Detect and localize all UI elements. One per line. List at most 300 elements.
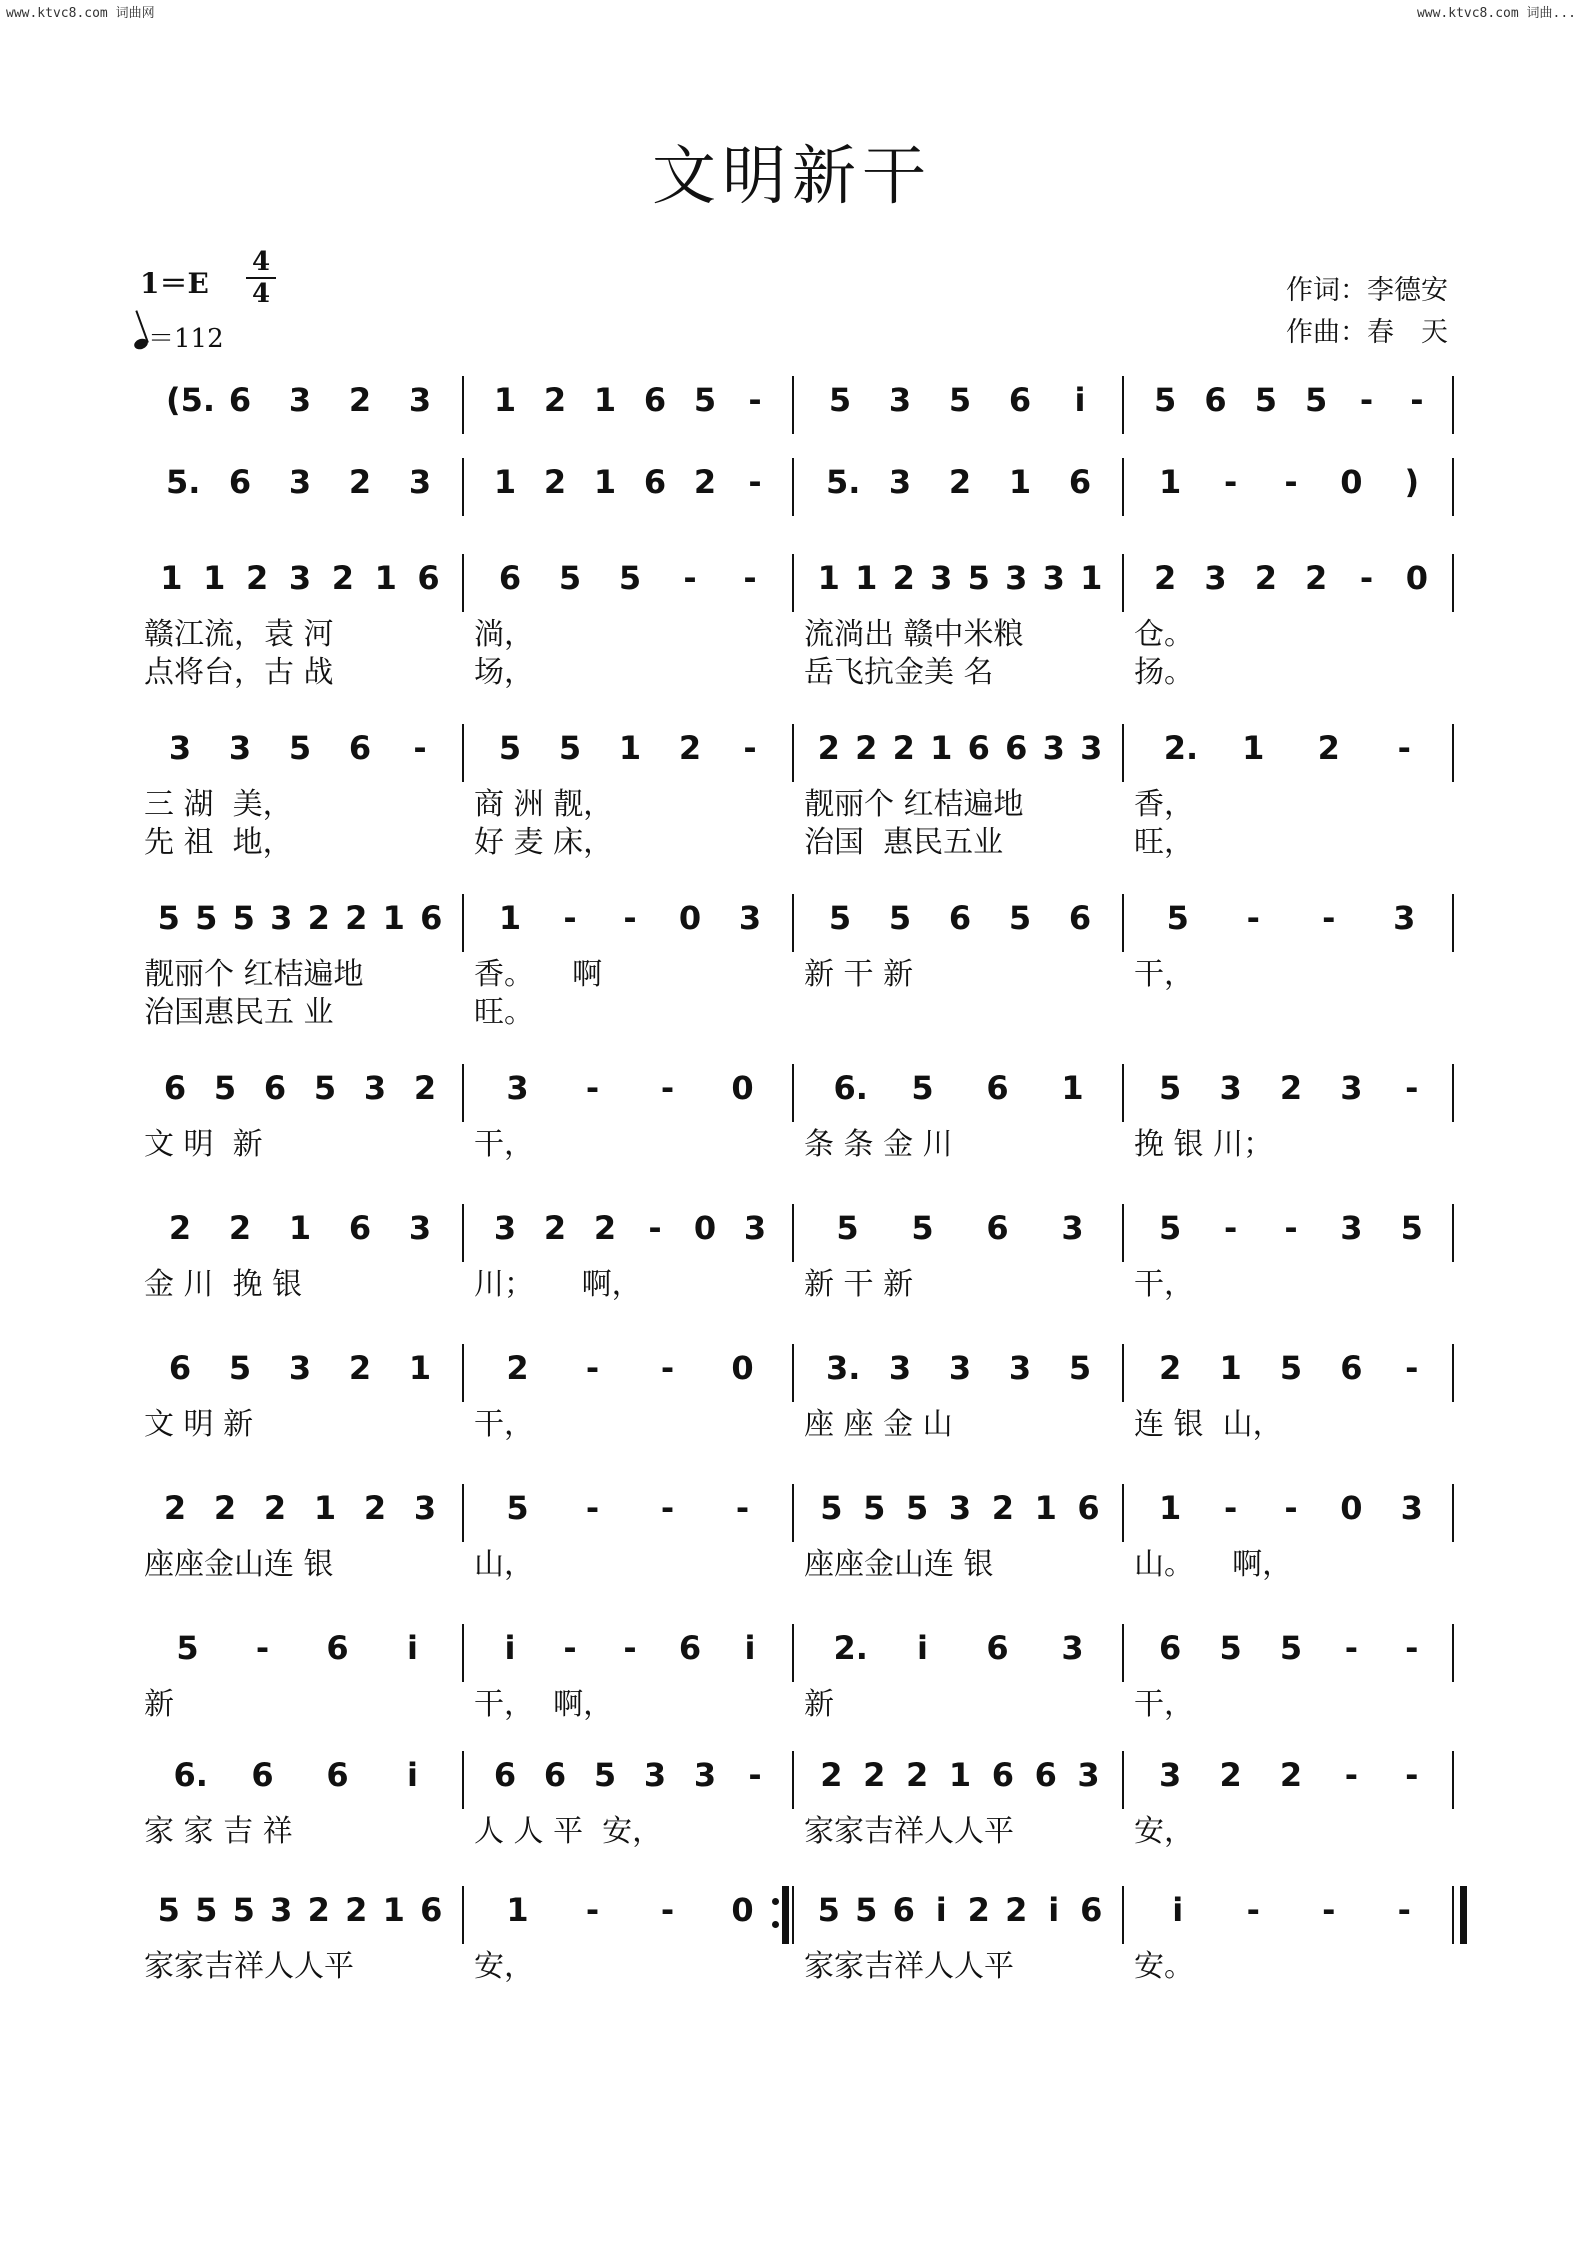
note-number: 2 (948, 463, 972, 501)
barline (1452, 1624, 1454, 1682)
note-number: 2 (246, 559, 269, 597)
note-number: 5 (232, 899, 255, 937)
note-number: 5 (506, 1489, 529, 1527)
note-number: 0 (678, 899, 702, 937)
extension-dash: - (623, 1629, 637, 1667)
note-number: 5 (558, 729, 582, 767)
note-number: 2 (413, 1069, 437, 1107)
extension-dash: - (743, 559, 757, 597)
note-number: 3. (826, 1349, 861, 1387)
barline (792, 554, 794, 612)
note-number: i (917, 1629, 928, 1667)
note-number: 1 (1080, 559, 1103, 597)
note-number: 6 (678, 1629, 702, 1667)
note-number: 1 (1159, 463, 1182, 501)
note-number: 6 (163, 1069, 187, 1107)
note-number: 6 (986, 1069, 1009, 1107)
lyric-text: 家 家 吉 祥 (144, 1814, 293, 1849)
note-number: 6 (493, 1756, 517, 1794)
barline (792, 1624, 794, 1682)
extension-dash: - (585, 1069, 600, 1107)
note-number: 5 (828, 899, 852, 937)
note-number: 2 (863, 1756, 886, 1794)
note-number: 6 (1034, 1756, 1057, 1794)
note-number: 5 (911, 1069, 934, 1107)
lyric-text: 家家吉祥人人平 (804, 1949, 1014, 1984)
lyric-text: 旺， (1134, 825, 1194, 860)
extension-dash: - (1344, 1756, 1359, 1794)
lyric-text: 新 (804, 1687, 834, 1722)
note-number: 1 (203, 559, 226, 597)
extension-dash: - (623, 899, 637, 937)
note-number: 2 (1005, 1891, 1028, 1929)
note-number: 5 (836, 1209, 859, 1247)
lyric-text: 流淌出 赣中米粮 (804, 617, 1024, 652)
note-number: 3 (1005, 559, 1028, 597)
lyric-text: 金 川 挽 银 (144, 1267, 303, 1302)
note-number: 2 (1159, 1349, 1182, 1387)
note-number: 3 (408, 381, 432, 419)
note-number: 5 (855, 1891, 878, 1929)
final-barline (1452, 1886, 1454, 1944)
note-number: 1 (498, 899, 522, 937)
extension-dash: - (1284, 1209, 1298, 1247)
barline (1122, 1886, 1124, 1944)
note-number: 6 (986, 1209, 1009, 1247)
note-number: 5 (618, 559, 642, 597)
note-number: 5. (826, 463, 861, 501)
barline (792, 458, 794, 516)
extension-dash: - (413, 729, 427, 767)
note-number: 5 (1279, 1629, 1303, 1667)
note-number: 2 (345, 899, 368, 937)
note-number: 5 (693, 381, 717, 419)
note-number: 5 (313, 1069, 337, 1107)
lyric-text: 靓丽个 红桔遍地 (144, 957, 364, 992)
barline (1452, 1484, 1454, 1542)
note-number: 6 (1080, 1891, 1103, 1929)
note-number: 3 (288, 1349, 312, 1387)
note-number: 2 (263, 1489, 287, 1527)
note-number: 6 (420, 899, 443, 937)
barline (792, 1886, 794, 1944)
note-number: 3 (288, 381, 312, 419)
note-number: 3 (270, 1891, 293, 1929)
barline (792, 1204, 794, 1262)
note-number: 6 (228, 381, 252, 419)
extension-dash: - (1397, 1891, 1411, 1929)
extension-dash: - (1284, 463, 1298, 501)
note-number: 1 (1034, 1489, 1057, 1527)
lyric-text: 座座金山连 银 (144, 1547, 334, 1582)
note-number: 1 (160, 559, 183, 597)
note-number: 5 (176, 1629, 199, 1667)
note-number: 6 (991, 1756, 1014, 1794)
note-number: 2 (1254, 559, 1277, 597)
barline (462, 1484, 464, 1542)
barline (462, 1751, 464, 1809)
lyric-text: 家家吉祥人人平 (804, 1814, 1014, 1849)
lyric-text: 商 洲 靓， (474, 787, 614, 822)
lyric-text: 文 明 新 (144, 1127, 263, 1162)
note-number: 3 (408, 1209, 432, 1247)
note-number: 2 (991, 1489, 1014, 1527)
extension-dash: - (660, 1349, 675, 1387)
note-number: 0 (731, 1891, 754, 1929)
note-number: 5 (195, 899, 218, 937)
note-number: 5 (1068, 1349, 1092, 1387)
quarter-note-icon (133, 337, 150, 351)
note-number: 6. (173, 1756, 208, 1794)
lyric-text: 山。 啊， (1134, 1547, 1293, 1582)
note-number: 2 (820, 1756, 843, 1794)
note-number: 5 (157, 1891, 180, 1929)
barline (1122, 458, 1124, 516)
note-number: 2 (1305, 559, 1328, 597)
note-number: 3 (1393, 899, 1416, 937)
note-number: 2. (833, 1629, 868, 1667)
barline (792, 376, 794, 434)
barline (792, 1484, 794, 1542)
note-number: 6 (986, 1629, 1009, 1667)
extension-dash: - (1223, 463, 1238, 501)
note-number: 6 (948, 899, 972, 937)
note-number: 3 (888, 1349, 912, 1387)
note-number: 5 (1154, 381, 1177, 419)
note-number: 3 (1061, 1209, 1084, 1247)
lyric-text: 安， (1134, 1814, 1194, 1849)
extension-dash: - (748, 1756, 762, 1794)
barline (792, 1064, 794, 1122)
extension-dash: - (563, 1629, 577, 1667)
note-number: 6 (1077, 1489, 1100, 1527)
lyric-text: 干， (474, 1127, 534, 1162)
extension-dash: - (748, 381, 762, 419)
note-number: 3 (948, 1349, 972, 1387)
extension-dash: - (1405, 1069, 1419, 1107)
note-number: 6 (348, 1209, 372, 1247)
note-number: 6 (326, 1756, 349, 1794)
note-number: 0 (731, 1349, 754, 1387)
barline (462, 458, 464, 516)
note-number: 5 (1159, 1069, 1182, 1107)
watermark-left: www.ktvc8.com 词曲网 (6, 6, 155, 21)
lyric-text: 干， (1134, 1687, 1194, 1722)
lyric-text: 挽 银 川； (1134, 1127, 1274, 1162)
note-number: 5 (498, 729, 522, 767)
note-number: 5 (1008, 899, 1032, 937)
note-number: 2 (543, 463, 567, 501)
note-number: 3 (738, 899, 762, 937)
note-number: 1 (493, 463, 517, 501)
lyric-text: 赣江流，袁 河 (144, 617, 334, 652)
extension-dash: - (1223, 1489, 1238, 1527)
lyric-text: 座 座 金 山 (804, 1407, 953, 1442)
note-number: 5 (911, 1209, 934, 1247)
note-number: 3 (1042, 559, 1065, 597)
note-number: 6 (1204, 381, 1227, 419)
lyric-text: 新 干 新 (804, 957, 914, 992)
extension-dash: - (660, 1891, 675, 1929)
note-number: 3 (888, 463, 912, 501)
note-number: 6 (348, 729, 372, 767)
note-number: 1 (506, 1891, 529, 1929)
note-number: 2 (543, 381, 567, 419)
note-number: 2 (1279, 1069, 1303, 1107)
note-number: 3 (888, 381, 912, 419)
lyric-text: 先 祖 地， (144, 825, 293, 860)
tempo-value: ＝112 (148, 324, 224, 354)
barline (1122, 1484, 1124, 1542)
note-number: 2 (363, 1489, 387, 1527)
note-number: i (407, 1629, 418, 1667)
extension-dash: - (1344, 1629, 1359, 1667)
extension-dash: - (1359, 559, 1374, 597)
lyric-text: 治国惠民五 业 (144, 995, 334, 1030)
note-number: 5 (828, 381, 852, 419)
lyric-text: 安， (474, 1949, 534, 1984)
note-number: 5 (817, 1891, 840, 1929)
note-number: 2 (855, 729, 878, 767)
note-number: 6 (1159, 1629, 1182, 1667)
note-number: 1 (1061, 1069, 1084, 1107)
note-number: 2 (906, 1756, 929, 1794)
note-number: 3 (228, 729, 252, 767)
extension-dash: - (1359, 381, 1374, 419)
note-number: 3 (363, 1069, 387, 1107)
note-number: 3 (693, 1756, 717, 1794)
note-number: 1 (288, 1209, 312, 1247)
lyric-text: 连 银 山， (1134, 1407, 1283, 1442)
extension-dash: - (683, 559, 697, 597)
note-number: 1 (374, 559, 397, 597)
note-number: 6 (892, 1891, 915, 1929)
note-number: 3 (743, 1209, 767, 1247)
note-number: 1 (313, 1489, 337, 1527)
note-number: 6 (1008, 381, 1032, 419)
song-title: 文明新干 (652, 140, 932, 214)
extension-dash: - (1405, 1629, 1419, 1667)
note-number: 1 (930, 729, 953, 767)
extension-dash: - (743, 729, 757, 767)
extension-dash: - (1322, 899, 1336, 937)
lyric-text: 好 麦 床， (474, 825, 614, 860)
note-number: 3 (948, 1489, 972, 1527)
lyric-text: 新 (144, 1687, 174, 1722)
note-number: 3 (506, 1069, 529, 1107)
barline (462, 376, 464, 434)
barline (1122, 894, 1124, 952)
note-number: i (1172, 1891, 1184, 1929)
barline (462, 894, 464, 952)
barline (1122, 1344, 1124, 1402)
note-number: 6. (833, 1069, 868, 1107)
note-number: 3 (270, 899, 293, 937)
time-signature-top: 4 (251, 247, 271, 277)
lyric-text: 人 人 平 安， (474, 1814, 663, 1849)
note-number: 1 (855, 559, 878, 597)
barline (1122, 724, 1124, 782)
note-number: 2 (892, 559, 915, 597)
extension-dash: - (1284, 1489, 1298, 1527)
lyricist: 作词：李德安 (1286, 275, 1448, 306)
barline (1452, 554, 1454, 612)
barline (1122, 1064, 1124, 1122)
note-number: 2 (345, 1891, 368, 1929)
lyric-text: 场， (474, 655, 534, 690)
note-number: 2 (543, 1209, 567, 1247)
note-number: 3 (413, 1489, 437, 1527)
lyric-text: 山， (474, 1547, 534, 1582)
lyric-text: 扬。 (1134, 655, 1194, 690)
extension-dash: - (660, 1489, 675, 1527)
note-number: 6 (168, 1349, 192, 1387)
note-number: ) (1404, 463, 1420, 501)
note-number: 5 (1400, 1209, 1423, 1247)
lyric-text: 点将台，古 战 (144, 655, 334, 690)
extension-dash: - (585, 1349, 600, 1387)
note-number: 5 (906, 1489, 929, 1527)
note-number: 6 (1068, 463, 1092, 501)
note-number: 2 (678, 729, 702, 767)
barline (1452, 1751, 1454, 1809)
note-number: 5 (593, 1756, 617, 1794)
barline (1122, 1751, 1124, 1809)
note-number: 3 (1219, 1069, 1242, 1107)
note-number: 5 (1166, 899, 1189, 937)
lyric-text: 靓丽个 红桔遍地 (804, 787, 1024, 822)
note-number: 5 (948, 381, 972, 419)
note-number: 3 (1042, 729, 1065, 767)
note-number: 5 (863, 1489, 886, 1527)
note-number: i (504, 1629, 516, 1667)
note-number: 1 (1219, 1349, 1242, 1387)
extension-dash: - (648, 1209, 662, 1247)
note-number: 1 (408, 1349, 432, 1387)
note-number: 6 (228, 463, 252, 501)
note-number: 5 (1305, 381, 1328, 419)
credits (1286, 270, 1448, 354)
note-number: 3 (168, 729, 192, 767)
note-number: 3 (1204, 559, 1227, 597)
note-number: 2 (213, 1489, 237, 1527)
lyric-text: 座座金山连 银 (804, 1547, 994, 1582)
note-number: 2 (331, 559, 354, 597)
note-number: 5 (288, 729, 312, 767)
note-number: 6 (967, 729, 990, 767)
lyric-text: 川； 啊， (474, 1267, 642, 1302)
repeat-barline-thick (782, 1886, 789, 1944)
extension-dash: - (735, 1489, 750, 1527)
note-number: 2. (1163, 729, 1199, 767)
note-number: 6 (498, 559, 522, 597)
lyric-text: 三 湖 美， (144, 787, 293, 822)
note-number: (5. (166, 381, 216, 419)
note-number: 3 (643, 1756, 667, 1794)
barline (1122, 1624, 1124, 1682)
barline (462, 1204, 464, 1262)
note-number: 2 (348, 381, 372, 419)
extension-dash: - (255, 1629, 270, 1667)
note-number: i (1048, 1891, 1060, 1929)
note-number: 3 (1080, 729, 1103, 767)
note-number: 2 (348, 463, 372, 501)
lyric-text: 新 干 新 (804, 1267, 914, 1302)
note-number: 5 (1219, 1629, 1242, 1667)
extension-dash: - (660, 1069, 675, 1107)
note-number: 1 (618, 729, 642, 767)
barline (462, 1344, 464, 1402)
extension-dash: - (1322, 1891, 1336, 1929)
note-number: 6 (643, 463, 667, 501)
extension-dash: - (585, 1891, 600, 1929)
note-number: 1 (948, 1756, 972, 1794)
barline (1452, 1064, 1454, 1122)
note-number: 6 (1005, 729, 1028, 767)
lyric-text: 香。 啊 (474, 957, 603, 992)
extension-dash: - (1223, 1209, 1238, 1247)
lyric-text: 仓。 (1134, 617, 1194, 652)
barline (1122, 554, 1124, 612)
note-number: 6 (1340, 1349, 1363, 1387)
note-number: 3 (1340, 1069, 1363, 1107)
note-number: 6 (643, 381, 667, 419)
key-signature: 1＝E (140, 267, 209, 300)
note-number: 6 (543, 1756, 567, 1794)
tempo-marking (134, 318, 224, 355)
lyric-text: 治国 惠民五业 (804, 825, 1004, 860)
lyric-text: 安。 (1134, 1949, 1194, 1984)
barline (792, 724, 794, 782)
note-number: 5 (195, 1891, 218, 1929)
lyric-text: 干， (474, 1407, 534, 1442)
lyric-text: 岳飞抗金美 名 (804, 655, 994, 690)
note-number: 2 (693, 463, 717, 501)
note-number: 2 (1154, 559, 1177, 597)
note-number: 3 (1061, 1629, 1084, 1667)
repeat-sign-dots (772, 1898, 780, 1928)
note-number: 5 (967, 559, 990, 597)
note-number: 5 (1279, 1349, 1303, 1387)
note-number: 0 (693, 1209, 717, 1247)
note-number: 6 (1068, 899, 1092, 937)
note-number: 5 (888, 899, 912, 937)
note-number: 1 (817, 559, 840, 597)
note-number: 2 (307, 899, 330, 937)
time-signature (246, 248, 276, 308)
note-number: 6 (420, 1891, 443, 1929)
lyric-text: 干， (1134, 1267, 1194, 1302)
note-number: 2 (168, 1209, 192, 1247)
barline (462, 1064, 464, 1122)
note-number: 2 (1219, 1756, 1242, 1794)
note-number: 2 (307, 1891, 330, 1929)
barline (1452, 1344, 1454, 1402)
barline (792, 894, 794, 952)
lyric-text: 淌， (474, 617, 534, 652)
note-number: 3 (408, 463, 432, 501)
note-number: 5 (157, 899, 180, 937)
note-number: 2 (817, 729, 840, 767)
lyric-text: 条 条 金 川 (804, 1127, 953, 1162)
extension-dash: - (563, 899, 577, 937)
composer: 作曲：春 天 (1286, 317, 1448, 348)
extension-dash: - (1397, 729, 1411, 767)
note-number: i (407, 1756, 418, 1794)
note-number: 1 (382, 899, 405, 937)
note-number: 5 (820, 1489, 843, 1527)
note-number: 3 (288, 463, 312, 501)
